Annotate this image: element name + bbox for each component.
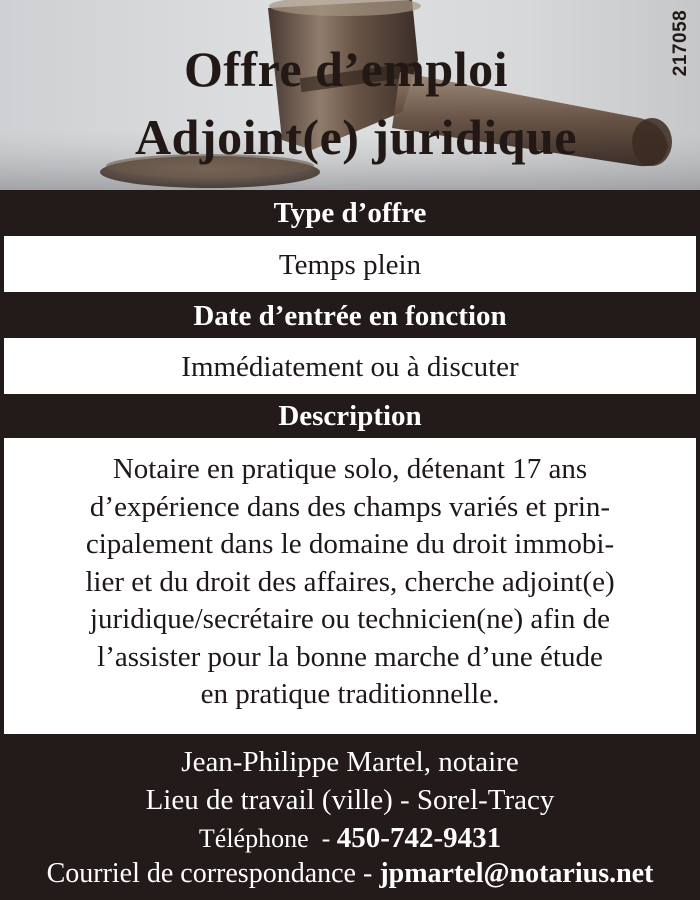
type-value: Temps plein [4, 236, 696, 292]
description-line: en pratique traditionnelle. [200, 678, 500, 710]
description-line: l’assister pour la bonne marche d’une étude [97, 640, 603, 673]
description-line: cipalement dans le domaine du droit immobi- [85, 528, 615, 560]
description-line: juridique/secrétaire ou technicien(ne) afin de [89, 603, 611, 635]
reference-code: 217058 [669, 9, 691, 77]
type-heading: Type d’offre [0, 190, 700, 236]
email-address[interactable]: jpmartel@notarius.net [379, 858, 654, 889]
start-date-value: Immédiatement ou à discuter [4, 338, 696, 394]
page-title: Offre d’emploi [183, 41, 509, 97]
description-line: lier et du droit des affaires, cherche adjoint(e) [85, 565, 615, 598]
phone-label: Téléphone - [198, 824, 337, 853]
description-line: Notaire en pratique solo, détenant 17 ans [112, 453, 588, 485]
work-location: Lieu de travail (ville) - Sorel-Tracy [145, 784, 555, 816]
contact-footer [0, 734, 700, 900]
contact-name: Jean-Philippe Martel, notaire [181, 746, 519, 778]
description-heading: Description [0, 394, 700, 438]
phone-row [0, 822, 700, 855]
description-body [4, 438, 696, 734]
email-row [0, 858, 700, 890]
phone-number[interactable]: 450-742-9431 [336, 822, 502, 854]
header-banner [0, 0, 700, 190]
email-label: Courriel de correspondance - [46, 858, 380, 889]
description-line: d’expérience dans des champs variés et prin- [89, 490, 611, 523]
page-subtitle: Adjoint(e) juridique [135, 109, 577, 165]
start-date-heading: Date d’entrée en fonction [0, 292, 700, 338]
